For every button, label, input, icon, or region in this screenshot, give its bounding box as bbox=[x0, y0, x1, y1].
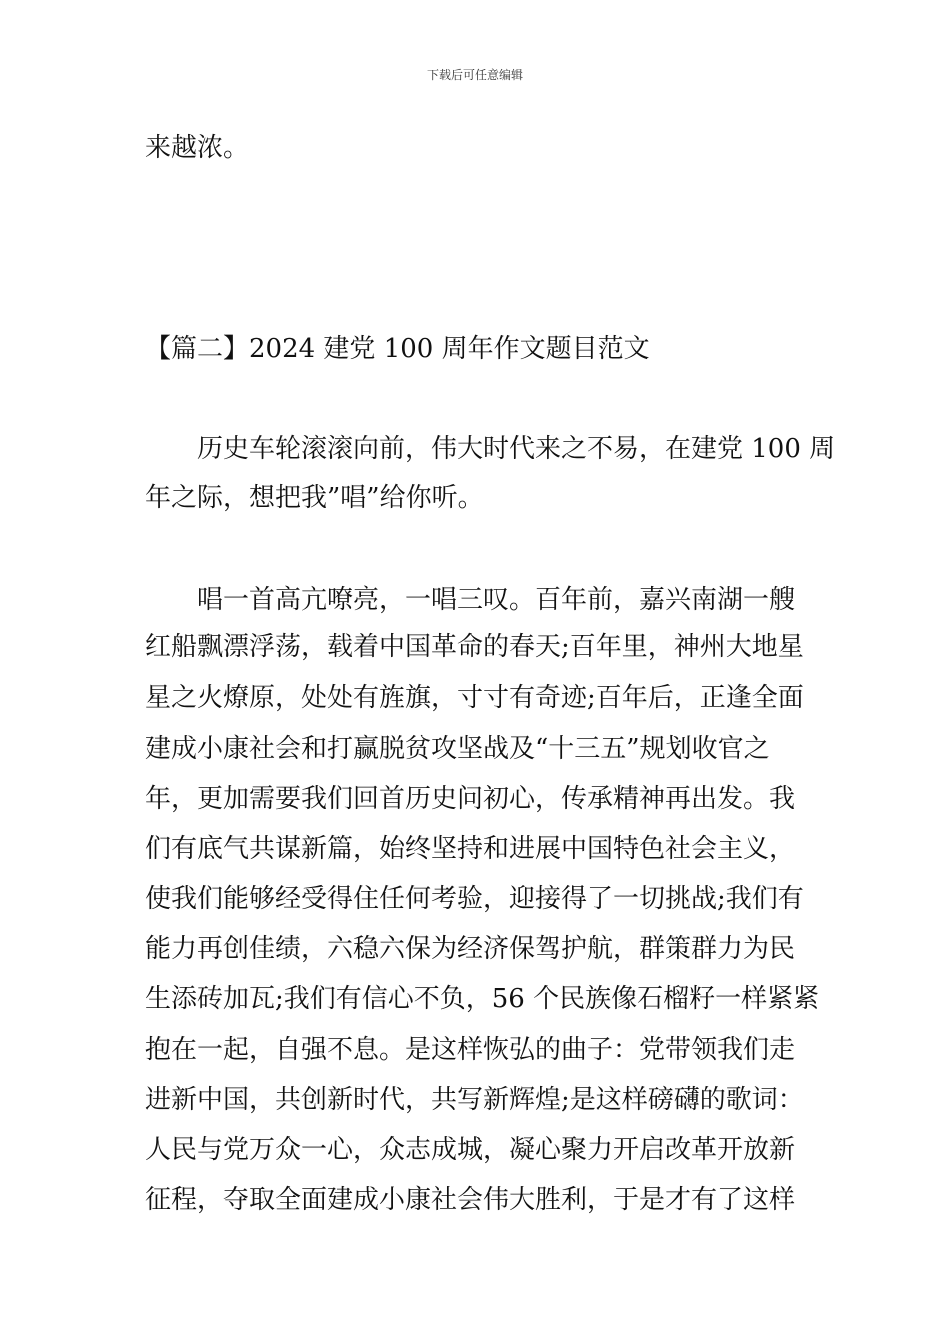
text-line: 星之火燎原，处处有旌旗，寸寸有奇迹;百年后，正逢全面 bbox=[145, 683, 804, 713]
text-line: 抱在一起，自强不息。是这样恢弘的曲子：党带领我们走 bbox=[145, 1035, 796, 1065]
text-line: 红船飘漂浮荡，载着中国革命的春天;百年里，神州大地星 bbox=[145, 632, 804, 662]
text-line: 们有底气共谋新篇，始终坚持和进展中国特色社会主义， bbox=[145, 834, 796, 864]
text-line: 使我们能够经受得住任何考验，迎接得了一切挑战;我们有 bbox=[145, 884, 804, 914]
text-line: 历史车轮滚滚向前，伟大时代来之不易，在建党 100 周 bbox=[197, 434, 836, 464]
text-line: 征程，夺取全面建成小康社会伟大胜利，于是才有了这样 bbox=[145, 1185, 796, 1215]
page-header-note: 下载后可任意编辑 bbox=[426, 68, 523, 82]
text-line: 年之际，想把我”唱”给你听。 bbox=[145, 483, 484, 513]
text-line: 人民与党万众一心，众志成城，凝心聚力开启改革开放新 bbox=[145, 1135, 796, 1165]
text-line: 唱一首高亢嘹亮，一唱三叹。百年前，嘉兴南湖一艘 bbox=[197, 585, 796, 615]
text-line: 进新中国，共创新时代，共写新辉煌;是这样磅礴的歌词： bbox=[145, 1085, 804, 1115]
text-line: 生添砖加瓦;我们有信心不负，56 个民族像石榴籽一样紧紧 bbox=[145, 984, 820, 1014]
section-title: 【篇二】2024 建党 100 周年作文题目范文 bbox=[145, 334, 650, 364]
text-line: 建成小康社会和打赢脱贫攻坚战及“十三五”规划收官之 bbox=[145, 734, 770, 764]
text-line: 来越浓。 bbox=[145, 133, 250, 163]
text-line: 能力再创佳绩，六稳六保为经济保驾护航，群策群力为民 bbox=[145, 934, 796, 964]
text-line: 年，更加需要我们回首历史问初心，传承精神再出发。我 bbox=[145, 784, 796, 814]
